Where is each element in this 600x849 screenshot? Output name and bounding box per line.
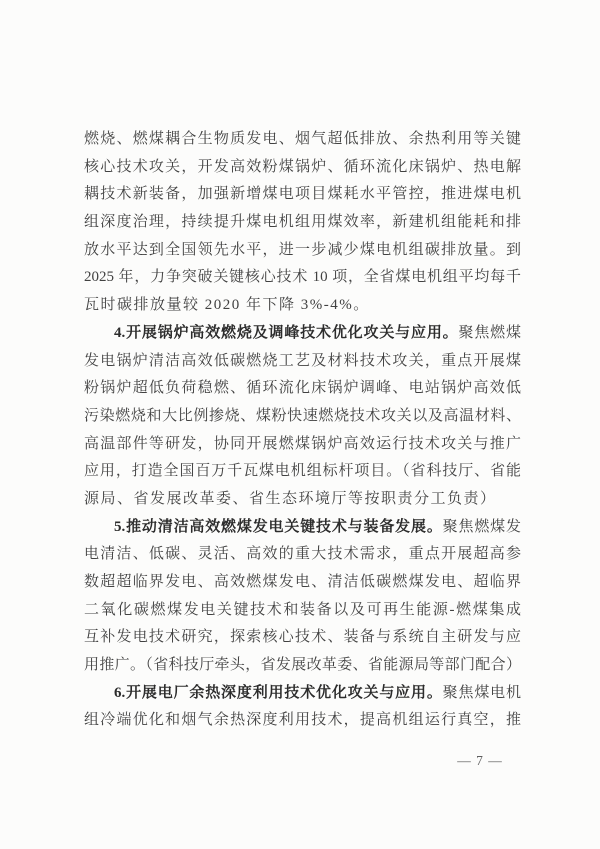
body-text-line: 源局、省发展改革委、省生态环境厅等按职责分工负责） — [84, 490, 497, 507]
section-4-heading: 4.开展锅炉高效燃烧及调峰技术优化攻关与应用。 — [114, 324, 459, 341]
body-text-line: 放水平达到全国领先水平，进一步减少煤电机组碳排放量。到 — [84, 241, 521, 258]
body-text-line: 互补发电技术研究，探索核心技术、装备与系统自主研发与应 — [84, 629, 521, 646]
body-text-line: 二氧化碳燃煤发电关键技术和装备以及可再生能源-燃煤集成 — [84, 601, 521, 618]
body-text-line: 2025 年，力争突破关键核心技术 10 项，全省煤电机组平均每千 — [84, 269, 521, 286]
body-text-line — [84, 514, 521, 542]
body-text-line: 电清洁、低碳、灵活、高效的重大技术需求，重点开展超高参 — [84, 546, 521, 563]
body-text-line: 组深度治理，持续提升煤电机组用煤效率，新建机组能耗和排 — [84, 214, 521, 231]
document-body — [84, 126, 521, 735]
body-text-line: 核心技术攻关，开发高效粉煤锅炉、循环流化床锅炉、热电解 — [84, 158, 521, 175]
body-text-line: 瓦时碳排放量较 2020 年下降 3%-4%。 — [84, 297, 370, 314]
body-text-line — [84, 320, 521, 348]
section-5-lead-text: 聚焦燃煤发 — [442, 518, 521, 535]
body-text-line: 粉锅炉超低负荷稳燃、循环流化床锅炉调峰、电站锅炉高效低 — [84, 380, 521, 397]
body-text-line: 污染燃烧和大比例掺烧、煤粉快速燃烧技术攻关以及高温材料、 — [84, 407, 521, 424]
body-text-line: 发电锅炉清洁高效低碳燃烧工艺及材料技术攻关，重点开展煤 — [84, 352, 521, 369]
body-text-line — [84, 680, 521, 708]
body-text-line: 应用，打造全国百万千瓦煤电机组标杆项目。（省科技厅、省能 — [84, 463, 521, 480]
body-text-line: 耦技术新装备，加强新增煤电项目煤耗水平管控，推进煤电机 — [84, 186, 521, 203]
body-text-line: 高温部件等研发，协同开展燃煤锅炉高效运行技术攻关与推广 — [84, 435, 521, 452]
page-number: — 7 — — [457, 753, 503, 768]
body-text-line: 数超超临界发电、高效燃煤发电、清洁低碳燃煤发电、超临界 — [84, 574, 521, 590]
section-5-heading: 5.推动清洁高效燃煤发电关键技术与装备发展。 — [114, 518, 443, 535]
body-text-line: 组冷端优化和烟气余热深度利用技术，提高机组运行真空，推 — [84, 712, 521, 729]
section-6-lead-text: 聚焦煤电机 — [442, 684, 521, 701]
body-text-line: 用推广。（省科技厅牵头，省发展改革委、省能源局等部门配合） — [84, 657, 521, 674]
section-4-lead-text: 聚焦燃煤 — [458, 324, 521, 341]
body-text-line: 燃烧、燃煤耦合生物质发电、烟气超低排放、余热利用等关键 — [84, 131, 521, 147]
section-6-heading: 6.开展电厂余热深度利用技术优化攻关与应用。 — [114, 684, 443, 701]
